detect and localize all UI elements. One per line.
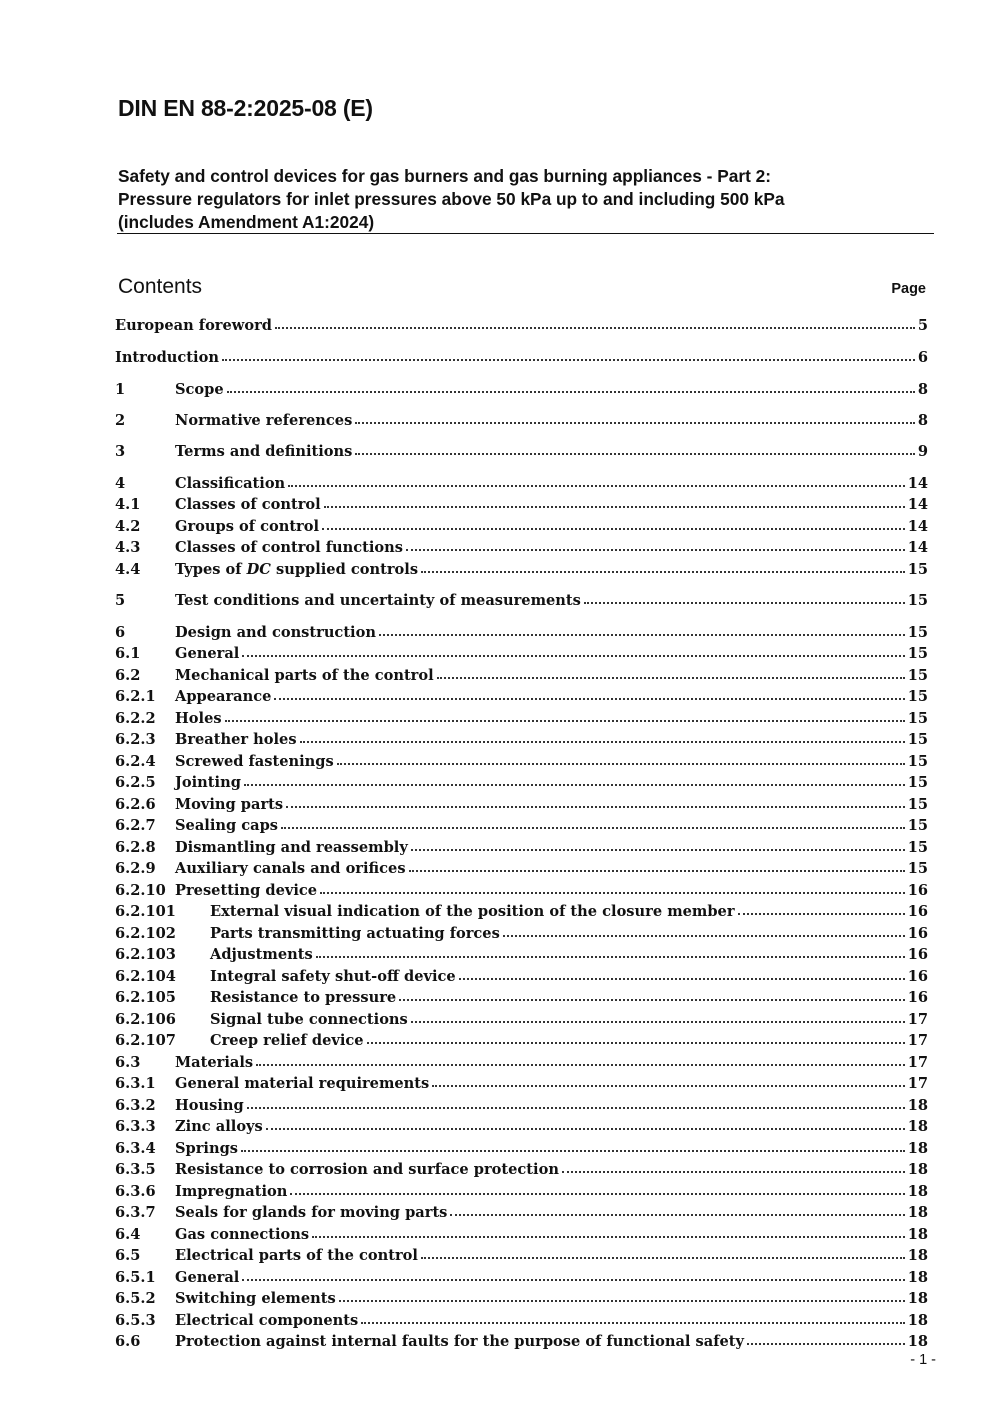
toc-entry-title: Impregnation <box>175 1183 288 1200</box>
toc-dot-leader <box>747 1331 905 1345</box>
toc-entry-number: 6.2.8 <box>115 839 156 856</box>
toc-entry-number: 6.3.2 <box>115 1097 156 1114</box>
toc-entry[interactable] <box>115 730 928 751</box>
toc-entry[interactable] <box>115 623 928 644</box>
toc-dot-leader <box>274 686 904 700</box>
toc-entry-number: 6.1 <box>115 645 141 662</box>
toc-entry[interactable] <box>115 1010 928 1031</box>
toc-entry-title: Electrical parts of the control <box>175 1247 418 1264</box>
toc-dot-leader <box>355 410 915 424</box>
toc-entry-number: 6.3.6 <box>115 1183 156 1200</box>
toc-entry[interactable] <box>115 795 928 816</box>
toc-entry-page: 15 <box>907 731 928 748</box>
toc-entry-page: 15 <box>907 667 928 684</box>
toc-entry-number: 6.2.9 <box>115 860 156 877</box>
toc-entry-title: Housing <box>175 1097 244 1114</box>
toc-entry[interactable] <box>115 1053 928 1074</box>
toc-entry[interactable] <box>115 442 928 463</box>
toc-entry[interactable] <box>115 773 928 794</box>
toc-entry[interactable] <box>115 1182 928 1203</box>
toc-entry-number: 3 <box>115 443 126 460</box>
toc-entry-number: 6.2.7 <box>115 817 156 834</box>
toc-dot-leader <box>421 1245 905 1259</box>
toc-entry-title: European foreword <box>115 317 272 334</box>
document-title-line: Safety and control devices for gas burners and gas burning appliances - Part 2: <box>118 166 772 186</box>
toc-entry-number: 6.5 <box>115 1247 141 1264</box>
toc-entry-title: Jointing <box>175 774 241 791</box>
toc-entry-number: 6.2.10 <box>115 882 166 899</box>
toc-entry-title: External visual indication of the position of the closure member <box>210 903 735 920</box>
toc-entry[interactable] <box>115 411 928 432</box>
toc-entry[interactable] <box>115 495 928 516</box>
toc-entry-title: Electrical components <box>175 1312 359 1329</box>
toc-entry-number: 6.3.1 <box>115 1075 156 1092</box>
toc-entry-number: 6.3 <box>115 1054 141 1071</box>
toc-entry[interactable] <box>115 924 928 945</box>
toc-entry-title: Signal tube connections <box>210 1011 408 1028</box>
toc-dot-leader <box>409 858 905 872</box>
toc-entry[interactable] <box>115 687 928 708</box>
toc-entry-title: Groups of control <box>175 518 320 535</box>
toc-entry-page: 15 <box>907 839 928 856</box>
toc-entry-title: Auxiliary canals and orifices <box>175 860 406 877</box>
toc-entry-number: 6.2 <box>115 667 141 684</box>
toc-entry-page: 18 <box>907 1333 928 1350</box>
page-number: - 1 - <box>910 1352 936 1368</box>
toc-entry-page: 8 <box>917 412 928 429</box>
toc-entry-number: 6.2.3 <box>115 731 156 748</box>
toc-entry-number: 6.2.104 <box>115 968 176 985</box>
toc-dot-leader <box>222 347 915 361</box>
toc-entry-title: Breather holes <box>175 731 297 748</box>
toc-entry-number: 6 <box>115 624 126 641</box>
toc-entry-title: Classification <box>175 475 286 492</box>
toc-entry-number: 6.2.1 <box>115 688 156 705</box>
toc-entry-title: Creep relief device <box>210 1032 364 1049</box>
toc-dot-leader <box>227 379 915 393</box>
toc-dot-leader <box>322 516 905 530</box>
toc-entry-page: 15 <box>907 817 928 834</box>
toc-dot-leader <box>450 1202 904 1216</box>
toc-entry[interactable] <box>115 316 928 337</box>
toc-entry-page: 14 <box>907 475 928 492</box>
toc-entry-title-part: Types of <box>175 561 247 578</box>
toc-entry-title: Resistance to corrosion and surface protection <box>175 1161 559 1178</box>
toc-entry-number: 4 <box>115 475 126 492</box>
toc-dot-leader <box>324 494 905 508</box>
toc-entry-number: 6.3.7 <box>115 1204 156 1221</box>
toc-entry[interactable] <box>115 644 928 665</box>
toc-entry-page: 18 <box>907 1247 928 1264</box>
toc-entry-title: Presetting device <box>175 882 318 899</box>
toc-entry[interactable] <box>115 1225 928 1246</box>
toc-dot-leader <box>242 643 904 657</box>
toc-entry-number: 6.3.3 <box>115 1118 156 1135</box>
toc-entry-number: 6.5.3 <box>115 1312 156 1329</box>
toc-entry-page: 16 <box>907 968 928 985</box>
toc-entry-title: Gas connections <box>175 1226 310 1243</box>
toc-dot-leader <box>290 1181 904 1195</box>
toc-dot-leader <box>406 537 905 551</box>
toc-entry[interactable] <box>115 881 928 902</box>
toc-entry[interactable] <box>115 591 928 612</box>
toc-entry-page: 14 <box>907 496 928 513</box>
toc-entry[interactable] <box>115 902 928 923</box>
toc-entry-title: Introduction <box>115 349 219 366</box>
toc-entry-page: 15 <box>907 860 928 877</box>
toc-dot-leader <box>584 590 905 604</box>
toc-dot-leader <box>275 315 915 329</box>
toc-entry-number: 6.2.5 <box>115 774 156 791</box>
toc-entry[interactable] <box>115 967 928 988</box>
toc-entry[interactable] <box>115 1332 928 1353</box>
toc-entry-title: General <box>175 1269 240 1286</box>
toc-entry[interactable] <box>115 1203 928 1224</box>
toc-dot-leader <box>247 1095 905 1109</box>
toc-dot-leader <box>361 1310 904 1324</box>
toc-entry-title: Appearance <box>175 688 272 705</box>
toc-entry-page: 18 <box>907 1312 928 1329</box>
toc-dot-leader <box>437 665 905 679</box>
toc-entry-page: 16 <box>907 925 928 942</box>
toc-dot-leader <box>312 1224 905 1238</box>
toc-entry-page: 15 <box>907 624 928 641</box>
toc-entry-page: 18 <box>907 1097 928 1114</box>
toc-entry[interactable] <box>115 988 928 1009</box>
toc-entry-page: 15 <box>907 688 928 705</box>
toc-entry-page: 16 <box>907 989 928 1006</box>
toc-entry[interactable] <box>115 517 928 538</box>
toc-entry-number: 6.3.4 <box>115 1140 156 1157</box>
toc-dot-leader <box>225 708 905 722</box>
toc-dot-leader <box>399 987 904 1001</box>
toc-entry-number: 6.2.106 <box>115 1011 176 1028</box>
toc-dot-leader <box>432 1073 904 1087</box>
toc-entry-number: 6.6 <box>115 1333 141 1350</box>
toc-entry-page: 14 <box>907 518 928 535</box>
toc-entry-title: Resistance to pressure <box>210 989 397 1006</box>
toc-entry-page: 16 <box>907 882 928 899</box>
toc-entry-title: General <box>175 645 240 662</box>
toc-dot-leader <box>738 901 905 915</box>
toc-entry-title: Terms and definitions <box>175 443 353 460</box>
toc-entry[interactable] <box>115 380 928 401</box>
toc-entry-page: 15 <box>907 592 928 609</box>
toc-entry-number: 2 <box>115 412 126 429</box>
toc-entry-title: Springs <box>175 1140 239 1157</box>
toc-entry-title: Materials <box>175 1054 254 1071</box>
toc-entry-page: 6 <box>917 349 928 366</box>
toc-entry[interactable] <box>115 538 928 559</box>
toc-dot-leader <box>281 815 905 829</box>
toc-dot-leader <box>288 473 905 487</box>
toc-entry-title: Mechanical parts of the control <box>175 667 434 684</box>
toc-dot-leader <box>339 1288 905 1302</box>
toc-dot-leader <box>411 1009 905 1023</box>
toc-dot-leader <box>421 559 905 573</box>
toc-entry-number: 6.2.4 <box>115 753 156 770</box>
toc-dot-leader <box>244 772 905 786</box>
toc-entry-title: General material requirements <box>175 1075 430 1092</box>
toc-entry[interactable] <box>115 1246 928 1267</box>
toc-entry-page: 17 <box>907 1054 928 1071</box>
toc-dot-leader <box>503 923 905 937</box>
toc-entry-title <box>175 561 420 578</box>
toc-entry[interactable] <box>115 1139 928 1160</box>
document-title-line: (includes Amendment A1:2024) <box>118 212 375 232</box>
toc-entry-title: Dismantling and reassembly <box>175 839 408 856</box>
toc-entry-page: 14 <box>907 539 928 556</box>
toc-entry[interactable] <box>115 838 928 859</box>
toc-entry-title: Classes of control functions <box>175 539 403 556</box>
toc-entry-page: 8 <box>917 381 928 398</box>
toc-entry[interactable] <box>115 816 928 837</box>
toc-entry-page: 18 <box>907 1204 928 1221</box>
toc-entry-page: 17 <box>907 1075 928 1092</box>
toc-dot-leader <box>562 1159 905 1173</box>
toc-dot-leader <box>256 1052 905 1066</box>
toc-entry-number: 6.2.101 <box>115 903 176 920</box>
toc-entry[interactable] <box>115 1096 928 1117</box>
toc-entry[interactable] <box>115 474 928 495</box>
toc-entry-title: Parts transmitting actuating forces <box>210 925 500 942</box>
toc-entry[interactable] <box>115 1160 928 1181</box>
toc-entry-page: 15 <box>907 774 928 791</box>
toc-entry-page: 16 <box>907 946 928 963</box>
toc-dot-leader <box>286 794 905 808</box>
toc-entry-title: Adjustments <box>210 946 313 963</box>
toc-entry[interactable] <box>115 666 928 687</box>
toc-entry-number: 4.2 <box>115 518 141 535</box>
toc-dot-leader <box>300 729 905 743</box>
toc-dot-leader <box>266 1116 905 1130</box>
page-column-label: Page <box>891 281 926 297</box>
contents-heading: Contents <box>118 275 203 298</box>
toc-entry-title: Switching elements <box>175 1290 336 1307</box>
toc-entry-page: 15 <box>907 561 928 578</box>
toc-entry-number: 4.4 <box>115 561 141 578</box>
toc-dot-leader <box>316 944 905 958</box>
toc-dot-leader <box>367 1030 905 1044</box>
document-title-line: Pressure regulators for inlet pressures above 50 kPa up to and including 500 kPa <box>118 189 785 209</box>
toc-entry-title: Zinc alloys <box>175 1118 263 1135</box>
toc-entry-title: Integral safety shut-off device <box>210 968 456 985</box>
toc-dot-leader <box>242 1267 904 1281</box>
toc-entry[interactable] <box>115 1031 928 1052</box>
toc-entry-number: 4.3 <box>115 539 141 556</box>
toc-entry[interactable] <box>115 560 928 581</box>
toc-entry-page: 15 <box>907 645 928 662</box>
toc-dot-leader <box>337 751 905 765</box>
toc-entry-number: 6.2.107 <box>115 1032 176 1049</box>
toc-entry-page: 18 <box>907 1226 928 1243</box>
toc-entry-number: 1 <box>115 381 126 398</box>
toc-entry-title: Design and construction <box>175 624 376 641</box>
toc-entry-title: Classes of control <box>175 496 321 513</box>
toc-entry-title-emphasis: DC <box>246 561 271 578</box>
toc-entry-number: 6.2.103 <box>115 946 176 963</box>
toc-dot-leader <box>379 622 905 636</box>
toc-entry-page: 9 <box>917 443 928 460</box>
toc-entry-title: Scope <box>175 381 224 398</box>
toc-dot-leader <box>411 837 905 851</box>
toc-entry-page: 15 <box>907 753 928 770</box>
toc-entry[interactable] <box>115 1268 928 1289</box>
toc-entry-number: 6.5.1 <box>115 1269 156 1286</box>
toc-entry-number: 6.2.105 <box>115 989 176 1006</box>
toc-entry[interactable] <box>115 348 928 369</box>
toc-entry-page: 18 <box>907 1140 928 1157</box>
toc-entry-title: Sealing caps <box>175 817 279 834</box>
toc-entry-title: Seals for glands for moving parts <box>175 1204 448 1221</box>
toc-entry-number: 6.2.6 <box>115 796 156 813</box>
toc-entry-page: 18 <box>907 1269 928 1286</box>
toc-entry-title: Protection against internal faults for the purpose of functional safety <box>175 1333 744 1350</box>
toc-entry-page: 18 <box>907 1118 928 1135</box>
toc-entry[interactable] <box>115 709 928 730</box>
toc-entry-page: 5 <box>917 317 928 334</box>
toc-entry[interactable] <box>115 945 928 966</box>
toc-entry-page: 17 <box>907 1032 928 1049</box>
toc-entry-page: 15 <box>907 796 928 813</box>
toc-entry-page: 17 <box>907 1011 928 1028</box>
toc-entry[interactable] <box>115 1074 928 1095</box>
toc-entry-title: Screwed fastenings <box>175 753 334 770</box>
toc-entry-number: 6.3.5 <box>115 1161 156 1178</box>
toc-entry[interactable] <box>115 752 928 773</box>
toc-entry[interactable] <box>115 1311 928 1332</box>
toc-entry-number: 4.1 <box>115 496 141 513</box>
toc-entry-page: 18 <box>907 1290 928 1307</box>
toc-dot-leader <box>459 966 905 980</box>
toc-entry-number: 5 <box>115 592 126 609</box>
toc-entry-title: Test conditions and uncertainty of measurements <box>175 592 581 609</box>
toc-entry-page: 16 <box>907 903 928 920</box>
toc-entry-number: 6.4 <box>115 1226 141 1243</box>
toc-entry[interactable] <box>115 1117 928 1138</box>
toc-dot-leader <box>241 1138 905 1152</box>
toc-dot-leader <box>320 880 905 894</box>
toc-entry-title: Normative references <box>175 412 353 429</box>
toc-dot-leader <box>355 441 914 455</box>
toc-entry-page: 18 <box>907 1183 928 1200</box>
toc-entry-number: 6.2.102 <box>115 925 176 942</box>
toc-entry-page: 15 <box>907 710 928 727</box>
toc-entry-title: Holes <box>175 710 222 727</box>
toc-entry-page: 18 <box>907 1161 928 1178</box>
toc-entry-number: 6.5.2 <box>115 1290 156 1307</box>
toc-entry[interactable] <box>115 1289 928 1310</box>
toc-entry-number: 6.2.2 <box>115 710 156 727</box>
toc-entry-title-part: supplied controls <box>270 561 419 578</box>
toc-entry-title: Moving parts <box>175 796 284 813</box>
toc-entry[interactable] <box>115 859 928 880</box>
document-identifier: DIN EN 88-2:2025-08 (E) <box>118 95 373 121</box>
